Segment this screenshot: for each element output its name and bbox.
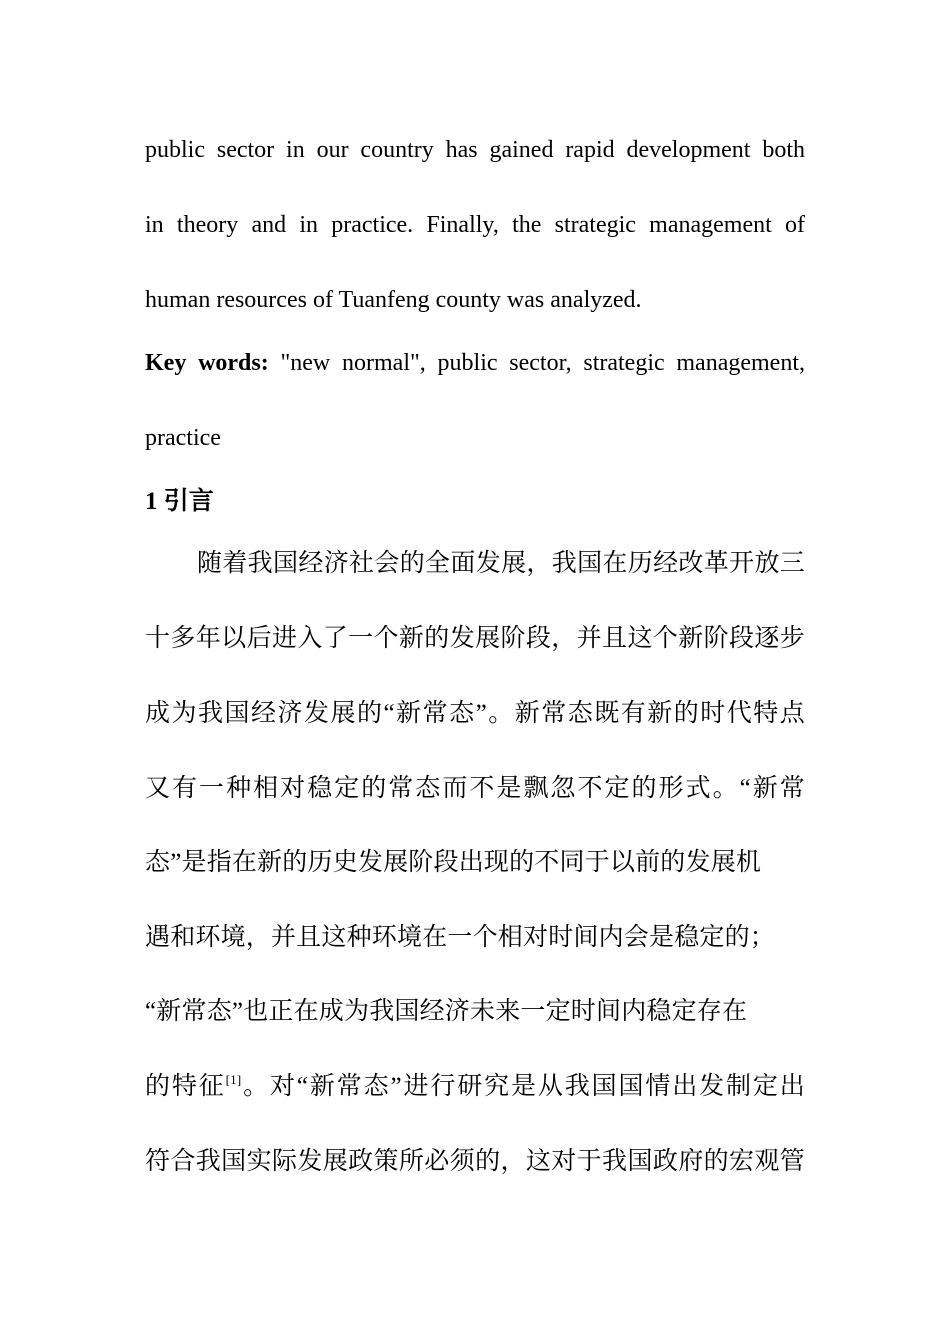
keywords-label: Key words: xyxy=(145,350,269,376)
body-line-2: 十多年以后进入了一个新的发展阶段，并且这个新阶段逐步 xyxy=(145,625,805,652)
body-line-7: “新常态”也正在成为我国经济未来一定时间内稳定存在 xyxy=(145,998,748,1025)
body-line-5: 态”是指在新的历史发展阶段出现的不同于以前的发展机 xyxy=(145,849,762,876)
body-line-4: 又有一种相对稳定的常态而不是飘忽不定的形式。“新常 xyxy=(145,775,805,802)
abstract-line-1: public sector in our country has gained rapid development both xyxy=(145,137,805,163)
keywords-line-2: practice xyxy=(145,425,221,451)
abstract-line-3: human resources of Tuanfeng county was analyzed. xyxy=(145,287,642,313)
body-line-3: 成为我国经济发展的“新常态”。新常态既有新的时代特点 xyxy=(145,700,805,727)
keywords-text: "new normal", public sector, strategic management, xyxy=(268,350,806,376)
citation-reference[interactable]: [1] xyxy=(225,1072,242,1087)
body-line-8 xyxy=(145,1071,805,1103)
abstract-line-2: in theory and in practice. Finally, the strategic management of xyxy=(145,212,805,238)
section-heading: 1 引言 xyxy=(145,488,214,515)
body-line-8-rest: 。对“新常态”进行研究是从我国国情出发制定出 xyxy=(241,1073,805,1100)
body-line-9: 符合我国实际发展政策所必须的，这对于我国政府的宏观管 xyxy=(145,1148,805,1175)
body-line-8-start: 的特征 xyxy=(145,1073,226,1100)
keywords-line-1 xyxy=(145,347,805,379)
body-line-6: 遇和环境，并且这种环境在一个相对时间内会是稳定的； xyxy=(145,924,776,951)
body-line-1: 随着我国经济社会的全面发展，我国在历经改革开放三 xyxy=(197,550,805,577)
